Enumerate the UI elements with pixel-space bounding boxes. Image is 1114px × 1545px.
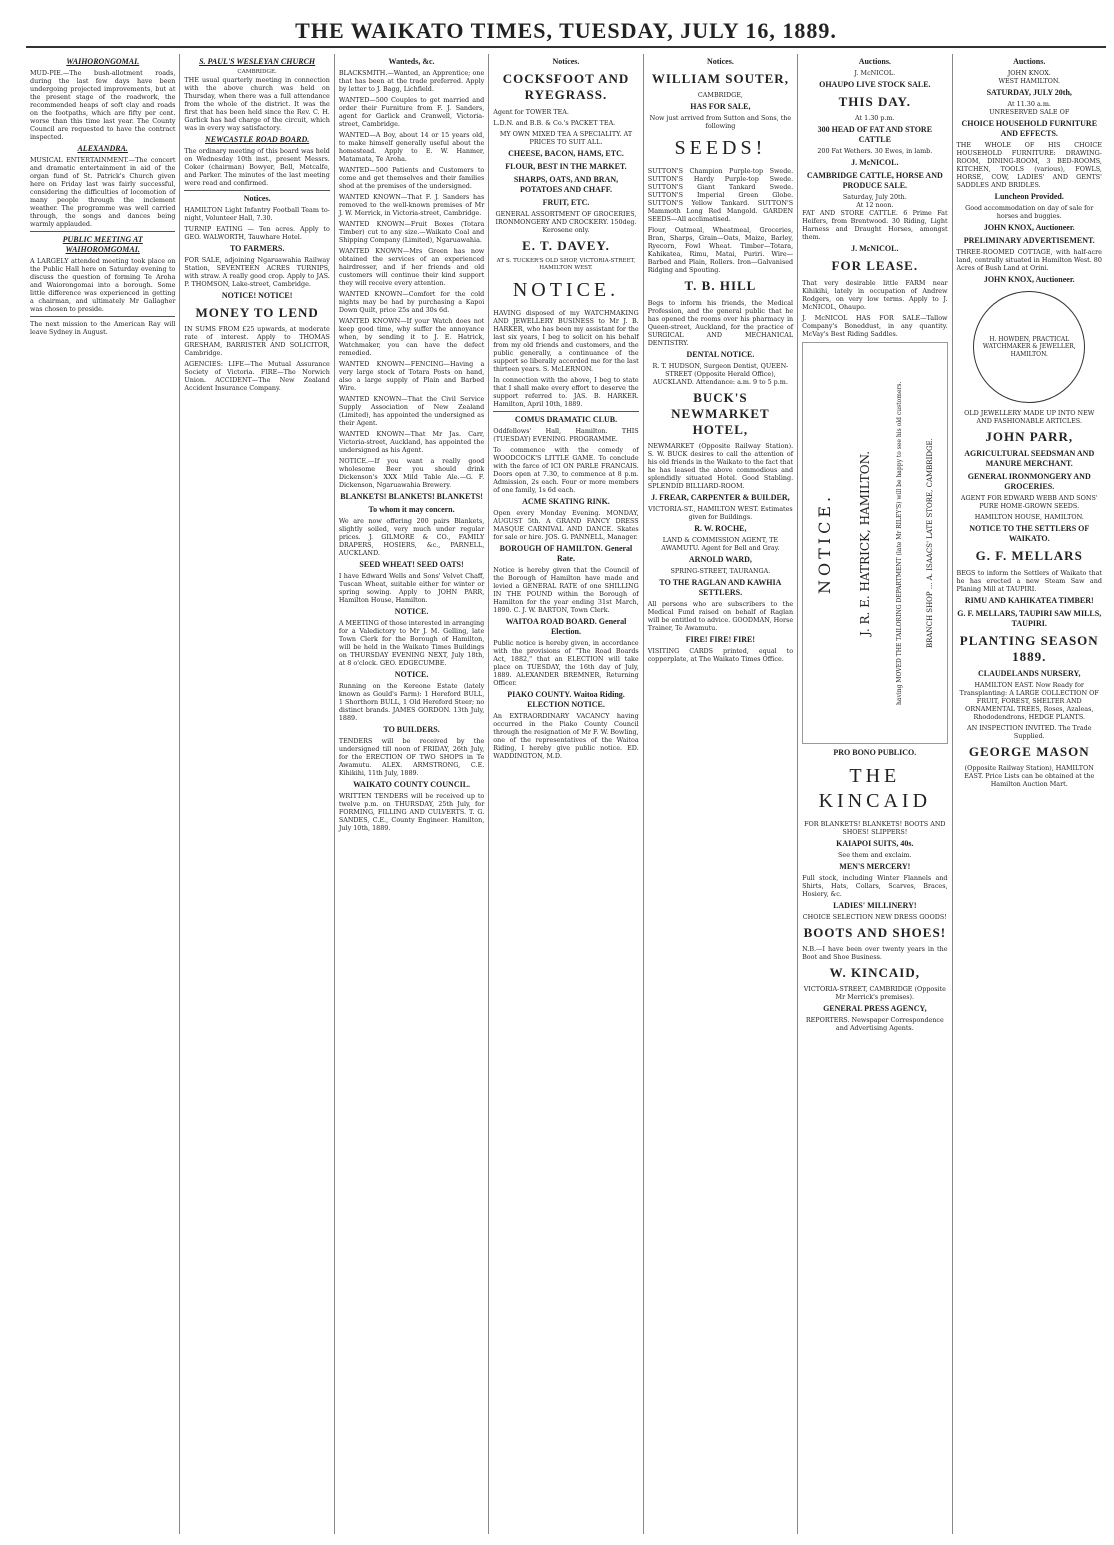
heading: BOROUGH OF HAMILTON. General Rate. bbox=[499, 543, 633, 563]
heading: G. F. MELLARS, TAUPIRI SAW MILLS, TAUPIRI. bbox=[957, 608, 1102, 628]
heading: Auctions. bbox=[858, 57, 891, 66]
heading: KAIAPOI SUITS, 40s. bbox=[836, 838, 914, 848]
heading: NEWCASTLE ROAD BOARD. bbox=[205, 134, 310, 144]
heading: SEED WHEAT! SEED OATS! bbox=[359, 560, 464, 569]
heading: NOTICE. bbox=[394, 607, 429, 616]
ad-text: VICTORIA-ST., HAMILTON WEST. Estimates given for Buildings. bbox=[648, 505, 793, 522]
ad-text: At 1.30 p.m. bbox=[855, 114, 895, 123]
heading: BUCK'S NEWMARKET HOTEL, bbox=[671, 389, 770, 437]
ad-text: That very desirable little FARM near Kihikihi, lately in occupation of Andrew Rodgers, on very low terms. Apply to J. McNICOL, Ohaupo. bbox=[802, 278, 948, 311]
heading: BLANKETS! BLANKETS! BLANKETS! bbox=[340, 492, 483, 501]
heading: HAS FOR SALE, bbox=[690, 102, 751, 112]
heading: TO THE RAGLAN AND KAWHIA SETTLERS. bbox=[659, 578, 782, 598]
ad-text: WEST HAMILTON. bbox=[998, 77, 1061, 85]
heading: PLANTING SEASON 1889. bbox=[959, 632, 1099, 664]
heading: S. PAUL'S WESLEYAN CHURCH bbox=[199, 57, 316, 66]
wanted-ad: TENDERS will be received by the undersigned till noon of FRIDAY, 26th July, for the ERECTION OF TWO SHOPS in Te Awamutu. ALEX. ARMSTRONG, C.E. Kihikihi, 11th July, 1889. bbox=[338, 737, 485, 777]
vertical-ad bbox=[802, 342, 947, 744]
notice: HAMILTON Light Infantry Football Team to-night, Volunteer Hall, 7.30. bbox=[184, 205, 330, 222]
ad-text: Flour, Oatmeal, Wheatmeal, Groceries, Bran, Sharps, Grain—Oats, Maize, Barley, Ryecorn, Fowl Wheat. Timber—Totara, Kahikatea, Rimu, Matai, Puriri. Wire—Barbed and Plain, Rollers. Iron—Galvanised Ridging and Spouting. bbox=[647, 226, 794, 275]
heading: PRO BONO PUBLICO. bbox=[833, 747, 917, 757]
wanted-ad: NOTICE.—If you want a really good wholesome Beer you should drink Dickenson's XXX Mild Table Ale.—G. F. Dickenson, Ngaruawahia Brewery. bbox=[338, 457, 485, 489]
ad-text: Agent for TOWER TEA. bbox=[493, 107, 569, 116]
column-6 bbox=[798, 54, 952, 1534]
article-text: The ordinary meeting of this board was held on Wednesday 10th inst., present Messrs. Coker (chairman) Bowyer, Bell, Metcalfe, and Parker. The minutes of the last meeting were read and confirmed. bbox=[184, 146, 330, 187]
article-text: The next mission to the American Ray will leave Sydney in August. bbox=[30, 320, 176, 336]
heading: COCKSFOOT AND RYEGRASS. bbox=[502, 71, 630, 103]
ad-text: AN INSPECTION INVITED. The Trade Supplied. bbox=[966, 724, 1092, 740]
wanted-ad: A MEETING of those interested in arranging for a Valedictory to Mr J. M. Gelling, late Town Clerk for the Borough of Hamilton, will be held in the Waikato Times Buildings on THURSDAY EVENING NEXT, July 18th, at 8 o'clock. GEO. EDGECUMBE. bbox=[338, 619, 485, 667]
heading: JOHN KNOX, Auctioneer. bbox=[983, 275, 1075, 284]
heading: PIAKO COUNTY. Waitoa Riding. ELECTION NOTICE. bbox=[507, 689, 625, 709]
wanted-ad: WANTED KNOWN—That F. J. Sanders has removed to the well-known premises of Mr J. W. Merrick, in Victoria-street, Cambridge. bbox=[338, 193, 485, 217]
heading: ARNOLD WARD, bbox=[688, 555, 752, 565]
ad-text: OLD JEWELLERY MADE UP INTO NEW AND FASHIONABLE ARTICLES. bbox=[964, 409, 1095, 425]
heading: CHEESE, BACON, HAMS, ETC. bbox=[508, 148, 624, 158]
notice: TURNIP EATING — Ten acres. Apply to GEO. WALWORTH, Tauwhare Hotel. bbox=[184, 224, 330, 241]
column-1 bbox=[26, 54, 180, 1534]
wanted-ad: WANTED—A Boy, about 14 or 15 years old, to make himself generally useful about the homestead. Apply to E. W. Hanmer, Matamata, Te Aroha. bbox=[338, 131, 485, 163]
heading: DENTAL NOTICE. bbox=[686, 349, 755, 359]
ad-text: HAMILTON HOUSE, HAMILTON. bbox=[974, 513, 1084, 522]
wanted-ad: WANTED KNOWN—If your Watch does not keep good time, why suffer the annoyance when, by sending it to J. E. Hatrick, Watchmaker, you can have the defect remedied. bbox=[338, 317, 485, 357]
ad-text: Now just arrived from Sutton and Sons, the following bbox=[649, 114, 792, 131]
ad-text: AGENT FOR EDWARD WEBB AND SONS' PURE HOME-GROWN SEEDS. bbox=[960, 494, 1098, 511]
ad-text: In connection with the above, I beg to state that I shall make every effort to deserve the support referred to. JAS. B. HARKER. Hamilton, April 10th, 1889. bbox=[493, 375, 639, 408]
heading: Auctions. bbox=[1013, 57, 1046, 66]
heading: NOTICE TO THE SETTLERS OF WAIKATO. bbox=[969, 524, 1090, 544]
heading: R. W. ROCHE, bbox=[694, 524, 747, 534]
heading: ACME SKATING RINK. bbox=[522, 496, 610, 506]
vertical-text: J. R. E. HATRICK, HAMILTON. bbox=[857, 449, 872, 636]
heading: FOR LEASE. bbox=[831, 258, 919, 274]
ad-text: MY OWN MIXED TEA A SPECIALITY. AT PRICES TO SUIT ALL. bbox=[499, 129, 633, 146]
heading: MONEY TO LEND bbox=[195, 304, 319, 320]
heading: NOTICE. bbox=[512, 278, 620, 301]
ad-text: THE WHOLE OF HIS CHOICE HOUSEHOLD FURNITURE: DRAWING-ROOM, DINING-ROOM, 3 BED-ROOMS, KITCHEN, TOOLS (various), FOWLS, HORSE, COW, LADIES' AND GENTS' SADDLES AND BRIDLES. bbox=[956, 141, 1102, 189]
ad-text: Public notice is hereby given, in accordance with the provisions of "The Road Boards Act, 1882," that an ELECTION will take place on TUESDAY, the 16th day of July, 1889. ALEXANDER BREMNER, Returning Officer. bbox=[493, 638, 639, 687]
wanted-ad: WANTED KNOWN—That the Civil Service Supply Association of New Zealand (Limited), has appointed the undersigned as their Agent. bbox=[338, 395, 485, 427]
heading: NOTICE. bbox=[394, 670, 429, 679]
heading: FLOUR, BEST IN THE MARKET. bbox=[505, 161, 627, 171]
ad-text: SUTTON'S Champion Purple-top Swede. SUTTON'S Hardy Purple-top Swede. SUTTON'S Giant Tankard Swede. SUTTON'S Imperial Green Globe. SUTTON'S Yellow Tankard. SUTTON'S Mammoth Long Red Mangold. GARDEN SEEDS—All acclimatised. bbox=[647, 167, 794, 224]
heading: FRUIT, ETC. bbox=[542, 197, 590, 207]
heading: GENERAL PRESS AGENCY, bbox=[823, 1004, 927, 1013]
wanted-ad: WANTED KNOWN—Fruit Boxes (Totara Timber) cut to any size.—Waikato Coal and Shipping Company (Limited), Ngaruawahia. bbox=[338, 220, 485, 244]
wanted-ad: BLACKSMITH.—Wanted, an Apprentice; one that has been at the trade preferred. Apply by letter to J. Bagg, Lichfield. bbox=[338, 69, 485, 93]
heading: E. T. DAVEY. bbox=[522, 237, 610, 253]
ad-text: SPRING-STREET, TAURANGA. bbox=[670, 567, 771, 576]
heading: LADIES' MILLINERY! bbox=[833, 900, 917, 910]
ad-text: At 12 noon. bbox=[856, 201, 894, 210]
wanted-ad: Running on the Kereone Estate (lately known as Gould's Farm): 1 Hereford BULL, 1 Shorthorn BULL, 1 Old Hereford Steer; no distinct brands. JAMES GORDON. 13th July, 1889. bbox=[338, 682, 485, 722]
wanted-ad: WANTED—500 Patients and Customers to come and get themselves and their families shod at the premises of the undersigned. bbox=[338, 166, 485, 190]
heading: TO BUILDERS. bbox=[383, 725, 440, 734]
ad-text: HAMILTON EAST. Now Ready for Transplanting: A LARGE COLLECTION OF FRUIT, FOREST, SHELTER AND ORNAMENTAL TREES, Roses, Azaleas, Rhododendrons, HEDGE PLANTS. bbox=[959, 681, 1099, 721]
heading: NOTICE! NOTICE! bbox=[221, 290, 293, 300]
ad-text: J. McNICOL. bbox=[854, 69, 896, 77]
ad-text: REPORTERS. Newspaper Correspondence and Advertising Agents. bbox=[805, 1016, 944, 1032]
ad-text: GENERAL ASSORTMENT OF GROCERIES, IRONMONGERY AND CROCKERY. 150deg. Kerosene only. bbox=[495, 209, 637, 234]
ad-text: J. McNICOL HAS FOR SALE—Tallow Company's Boneddust, in any quantity. McVay's Best Riding Saddles. bbox=[802, 313, 948, 338]
ad-text: At 11.30 a.m. bbox=[1007, 100, 1051, 108]
heading: THE KINCAID bbox=[818, 764, 932, 812]
heading: BOOTS AND SHOES! bbox=[803, 924, 947, 940]
ad-text: FOR BLANKETS! BLANKETS! BOOTS AND SHOES! SLIPPERS! bbox=[804, 819, 946, 836]
ad-text: See them and exclaim. bbox=[838, 850, 912, 859]
ad-text: FAT AND STORE CATTLE. 6 Prime Fat Heifers, from Brentwood. 30 Riding, Light Harness and Draught Horses, amongst them. bbox=[802, 209, 948, 242]
heading: Notices. bbox=[552, 57, 580, 66]
heading: PRELIMINARY ADVERTISEMENT. bbox=[963, 236, 1095, 245]
column-5 bbox=[644, 54, 798, 1534]
heading: J. McNICOL. bbox=[851, 244, 899, 254]
vertical-text: NOTICE. bbox=[814, 491, 834, 594]
notice: IN SUMS FROM £25 upwards, at moderate rate of interest. Apply to THOMAS GRESHAM, BARRISTER AND SOLICITOR, Cambridge. bbox=[184, 325, 330, 358]
heading: WAITOA ROAD BOARD. General Election. bbox=[505, 616, 627, 636]
wanted-ad: I have Edward Wells and Sons' Velvet Chaff, Tuscan Wheat, suitable either for winter or spring sowing. Apply to JOHN PARR, Hamilton House, Hamilton. bbox=[338, 572, 485, 604]
ad-text: (Opposite Railway Station), HAMILTON EAST. Price Lists can be obtained at the Hamilton Auction Mart. bbox=[964, 764, 1095, 789]
heading: CLAUDELANDS NURSERY, bbox=[977, 669, 1081, 678]
wanted-ad: WRITTEN TENDERS will be received up to twelve p.m. on THURSDAY, 25th July, for FORMING, FILLING AND CULVERTS. T. G. SANDES, C.E., County Engineer. Hamilton, July 10th, 1889. bbox=[338, 792, 485, 832]
wanted-ad: We are now offering 200 pairs Blankets, slightly soiled, very much under regular prices. J. GILMORE & CO., FAMILY DRAPERS, HOSIERS, &c., PARNELL, AUCKLAND. bbox=[338, 517, 485, 557]
heading: J. FREAR, CARPENTER & BUILDER, bbox=[651, 493, 790, 503]
ad-text: VICTORIA-STREET, CAMBRIDGE (Opposite Mr Merrick's premises). bbox=[803, 985, 946, 1001]
heading: CHOICE HOUSEHOLD FURNITURE AND EFFECTS. bbox=[961, 119, 1098, 138]
ad-text: Open every Monday Evening. MONDAY, AUGUST 5th. A GRAND FANCY DRESS MASQUE CARNIVAL AND DANCE. Skates for sale or hire. JOS. G. PANNELL, Manager. bbox=[493, 508, 639, 541]
heading: GENERAL IRONMONGERY AND GROCERIES. bbox=[967, 472, 1091, 492]
watch-seal-logo: H. HOWDEN, PRACTICAL WATCHMAKER & JEWELLER, HAMILTON. bbox=[973, 291, 1085, 403]
heading: AGRICULTURAL SEEDSMAN AND MANURE MERCHANT. bbox=[964, 449, 1095, 469]
heading: SEEDS! bbox=[674, 137, 767, 160]
newspaper-page bbox=[26, 14, 1106, 1534]
heading: CAMBRIDGE CATTLE, HORSE AND PRODUCE SALE. bbox=[806, 171, 943, 191]
heading: Wanteds, &c. bbox=[388, 57, 435, 66]
wanted-ad: WANTED KNOWN—Mrs Green has now obtained the services of an experienced hairdresser, and if her friends and old customers will continue their kind support they will receive every attention. bbox=[338, 247, 485, 287]
wanted-ad: WANTED—500 Couples to get married and order their Furniture from F. J. Sanders, agent for Garlick and Cranwell, Victoria-street, Cambridge. bbox=[338, 96, 485, 128]
heading: PUBLIC MEETING AT WAIHOROMGOMAI. bbox=[62, 235, 143, 254]
ad-text: LAND & COMMISSION AGENT, TE AWAMUTU. Agent for Bell and Gray. bbox=[661, 536, 780, 553]
heading: FIRE! FIRE! FIRE! bbox=[685, 635, 756, 645]
heading: COMUS DRAMATIC CLUB. bbox=[514, 414, 618, 424]
heading: GEORGE MASON bbox=[968, 744, 1090, 759]
column-2 bbox=[180, 54, 334, 1534]
ad-text: Saturday, July 20th. bbox=[842, 193, 907, 202]
ad-text: BEGS to inform the Settlers of Waikato that he has erected a new Steam Saw and Planing Mill at TAUPIRI. bbox=[956, 568, 1102, 593]
heading: WILLIAM SOUTER, bbox=[651, 71, 789, 86]
ad-text: To commence with the comedy of WOODCOCK'S LITTLE GAME. To conclude with the farce of ICI ON PARLE FRANCAIS. Doors open at 7.30, to commence at 8 p.m. Admission, 2s each. Four or more members of one family, 1s 6d each. bbox=[493, 445, 639, 494]
ad-text: All persons who are subscribers to the Medical Fund raised on behalf of Raglan will be entitled to advice. GOODMAN, Horse Trainer, Te Awamutu. bbox=[647, 600, 794, 633]
ad-text: Full stock, including Winter Flannels and Shirts, Hats, Collars, Scarves, Braces, Hosiery, &c. bbox=[802, 873, 948, 898]
ad-text: CHOICE SELECTION NEW DRESS GOODS! bbox=[802, 912, 947, 921]
ad-text: THREE-ROOMED COTTAGE, with half-acre land, centrally situated in Hamilton West. 80 Acres of Bush Land at Orini. bbox=[956, 248, 1102, 272]
subheading: CAMBRIDGE. bbox=[237, 69, 277, 75]
column-7 bbox=[953, 54, 1106, 1534]
heading: Notices. bbox=[706, 57, 734, 66]
ad-text: N.B.—I have been over twenty years in the Boot and Shoe Business. bbox=[802, 944, 948, 961]
ad-text: AT S. TUCKER'S OLD SHOP, VICTORIA-STREET, HAMILTON WEST. bbox=[496, 257, 636, 271]
ad-text: UNRESERVED SALE OF bbox=[989, 108, 1070, 116]
ad-text: JOHN KNOX. bbox=[1007, 69, 1051, 77]
heading: W. KINCAID, bbox=[829, 964, 920, 980]
column-4 bbox=[489, 54, 643, 1534]
heading: OHAUPO LIVE STOCK SALE. bbox=[819, 80, 931, 89]
notice: FOR SALE, adjoining Ngaruawahia Railway Station, SEVENTEEN ACRES TURNIPS, with straw. A really good crop. Apply to JAS. P. THOMSON, Lake-street, Cambridge. bbox=[184, 255, 330, 288]
article-text: MUSICAL ENTERTAINMENT.—The concert and dramatic entertainment in aid of the organ fund of St. Patrick's Church given here on Friday last was fairly successful, considering the difficulties of locomotion of many people through the inclement weather. The programme was well carried through, the songs and dances being warmly applauded. bbox=[30, 156, 176, 228]
ad-text: NEWMARKET (Opposite Railway Station). S. W. BUCK desires to call the attention of his old friends in the Waikato to the fact that he has leased the above commodious and splendidly situated Hotel. Good Stabling. SPLENDID BILLIARD-ROOM. bbox=[647, 442, 794, 491]
wanted-ad: WANTED KNOWN—FENCING—Having a very large stock of Totara Posts on hand, also a large supply of Plain and Barbed Wire. bbox=[338, 360, 485, 392]
heading: T. B. HILL bbox=[684, 278, 757, 294]
columns bbox=[26, 54, 1106, 1534]
heading: WAIKATO COUNTY COUNCIL. bbox=[353, 780, 471, 789]
article-text: THE usual quarterly meeting in connection with the above church was held on Thursday, when there was a full attendance from the whole of the district. It was the first that has been held since the Rev. C. H. Garlick has had charge of the circuit, which was in every way satisfactory. bbox=[184, 75, 330, 132]
article-text: A LARGELY attended meeting took place on the Public Hall here on Saturday evening to discuss the question of forming Te Aroha and Waiorongomai into a borough. Some little difference was experienced in getting a chairman, and ultimately Mr Gallagher was chosen to preside. bbox=[30, 257, 176, 313]
wanted-ad: WANTED KNOWN—Comfort for the cold nights may be had by purchasing a Kapoi Down Quilt, price 25s and 30s 6d. bbox=[338, 290, 485, 314]
ad-text: HAVING disposed of my WATCHMAKING AND JEWELLERY BUSINESS to Mr J. B. HARKER, who has been my assistant for the last six years, I beg to solicit on his behalf from my old friends and customers, and the public generally, a continuance of the support so liberally accorded me for the last thirteen years. S. McLERNON. bbox=[493, 308, 639, 373]
notice: AGENCIES: LIFE—The Mutual Assurance Society of Victoria. FIRE—The Norwich Union. ACCIDENT—The New Zealand Accident Insurance Company. bbox=[184, 360, 330, 393]
heading: G. F. MELLARS bbox=[975, 548, 1083, 564]
article-text: MUD-PIE.—The bush-allotment roads, during the last few days have been undergoing projected improvements, but at the present stage of the roadwork, the recommended heaps of soft clay and roads on the footpaths, which are fifty per cent. worse than this time last year. The County Council are requested to have the contract inspected. bbox=[30, 69, 176, 141]
heading: THIS DAY. bbox=[838, 94, 911, 109]
ad-text: R. T. HUDSON, Surgeon Dentist, QUEEN-STREET (Opposite Herald Office), AUCKLAND. Attendance: a.m. 9 to 5 p.m. bbox=[652, 361, 789, 386]
heading: RIMU AND KAHIKATEA TIMBER! bbox=[964, 595, 1094, 605]
heading: WAIHORONGOMAI. bbox=[66, 57, 140, 66]
ad-text: L.D.N. and B.B. & Co.'s PACKET TEA. bbox=[493, 118, 616, 127]
heading: 300 HEAD OF FAT AND STORE CATTLE bbox=[817, 125, 933, 145]
ad-text: CAMBRIDGE, bbox=[697, 91, 743, 100]
vertical-text: having MOVED THE TAILORING DEPARTMENT (late Mr RILEY'S) will be happy to see his old customers. bbox=[895, 380, 903, 705]
heading: To whom it may concern. bbox=[368, 505, 455, 514]
ad-text: 200 Fat Wethers. 30 Ewes, in lamb. bbox=[817, 147, 933, 156]
ad-text: Oddfellows' Hall, Hamilton. THIS (TUESDAY) EVENING. PROGRAMME. bbox=[493, 426, 639, 443]
heading: ALEXANDRA. bbox=[77, 144, 128, 153]
masthead: THE WAIKATO TIMES, TUESDAY, JULY 16, 1889. bbox=[26, 14, 1106, 48]
heading: JOHN PARR, bbox=[985, 429, 1074, 444]
heading: MEN'S MERCERY! bbox=[839, 861, 911, 871]
heading: J. McNICOL. bbox=[851, 158, 899, 168]
ad-text: VISITING CARDS printed, equal to copperplate, at The Waikato Times Office. bbox=[647, 647, 794, 664]
ad-text: An EXTRAORDINARY VACANCY having occurred in the Piako County Council through the resignation of Mr F. W. Bowling, one of the representatives of the Waitoa Riding, I hereby give public notice. ED. WADDINGTON, M.D. bbox=[493, 711, 639, 760]
ad-text: Notice is hereby given that the Council of the Borough of Hamilton have made and levied a GENERAL RATE of one SHILLING IN THE POUND within the Borough of Hamilton for the year ending 31st March, 1890. C. J. W. BARTON, Town Clerk. bbox=[493, 565, 639, 614]
heading: Notices. bbox=[243, 193, 271, 203]
heading: SATURDAY, JULY 20th, bbox=[986, 88, 1072, 97]
ad-text: Good accommodation on day of sale for horses and buggies. bbox=[965, 204, 1094, 220]
heading: SHARPS, OATS, AND BRAN, POTATOES AND CHAFF. bbox=[513, 174, 619, 194]
column-3 bbox=[335, 54, 489, 1534]
wanted-ad: WANTED KNOWN—That Mr Jas. Carr, Victoria-street, Auckland, has appointed the undersigned as his Agent. bbox=[338, 430, 485, 454]
heading: TO FARMERS. bbox=[229, 243, 285, 253]
heading: JOHN KNOX, Auctioneer. bbox=[983, 223, 1075, 232]
vertical-text: BRANCH SHOP ... A. ISAACS' LATE STORE, CAMBRIDGE. bbox=[926, 437, 935, 648]
heading: Luncheon Provided. bbox=[994, 192, 1064, 201]
ad-text: Begs to inform his friends, the Medical Profession, and the general public that he has opened the rooms over his pharmacy in Queen-street, Auckland, for the practice of SURGICAL AND MECHANICAL DENTISTRY. bbox=[647, 298, 794, 347]
